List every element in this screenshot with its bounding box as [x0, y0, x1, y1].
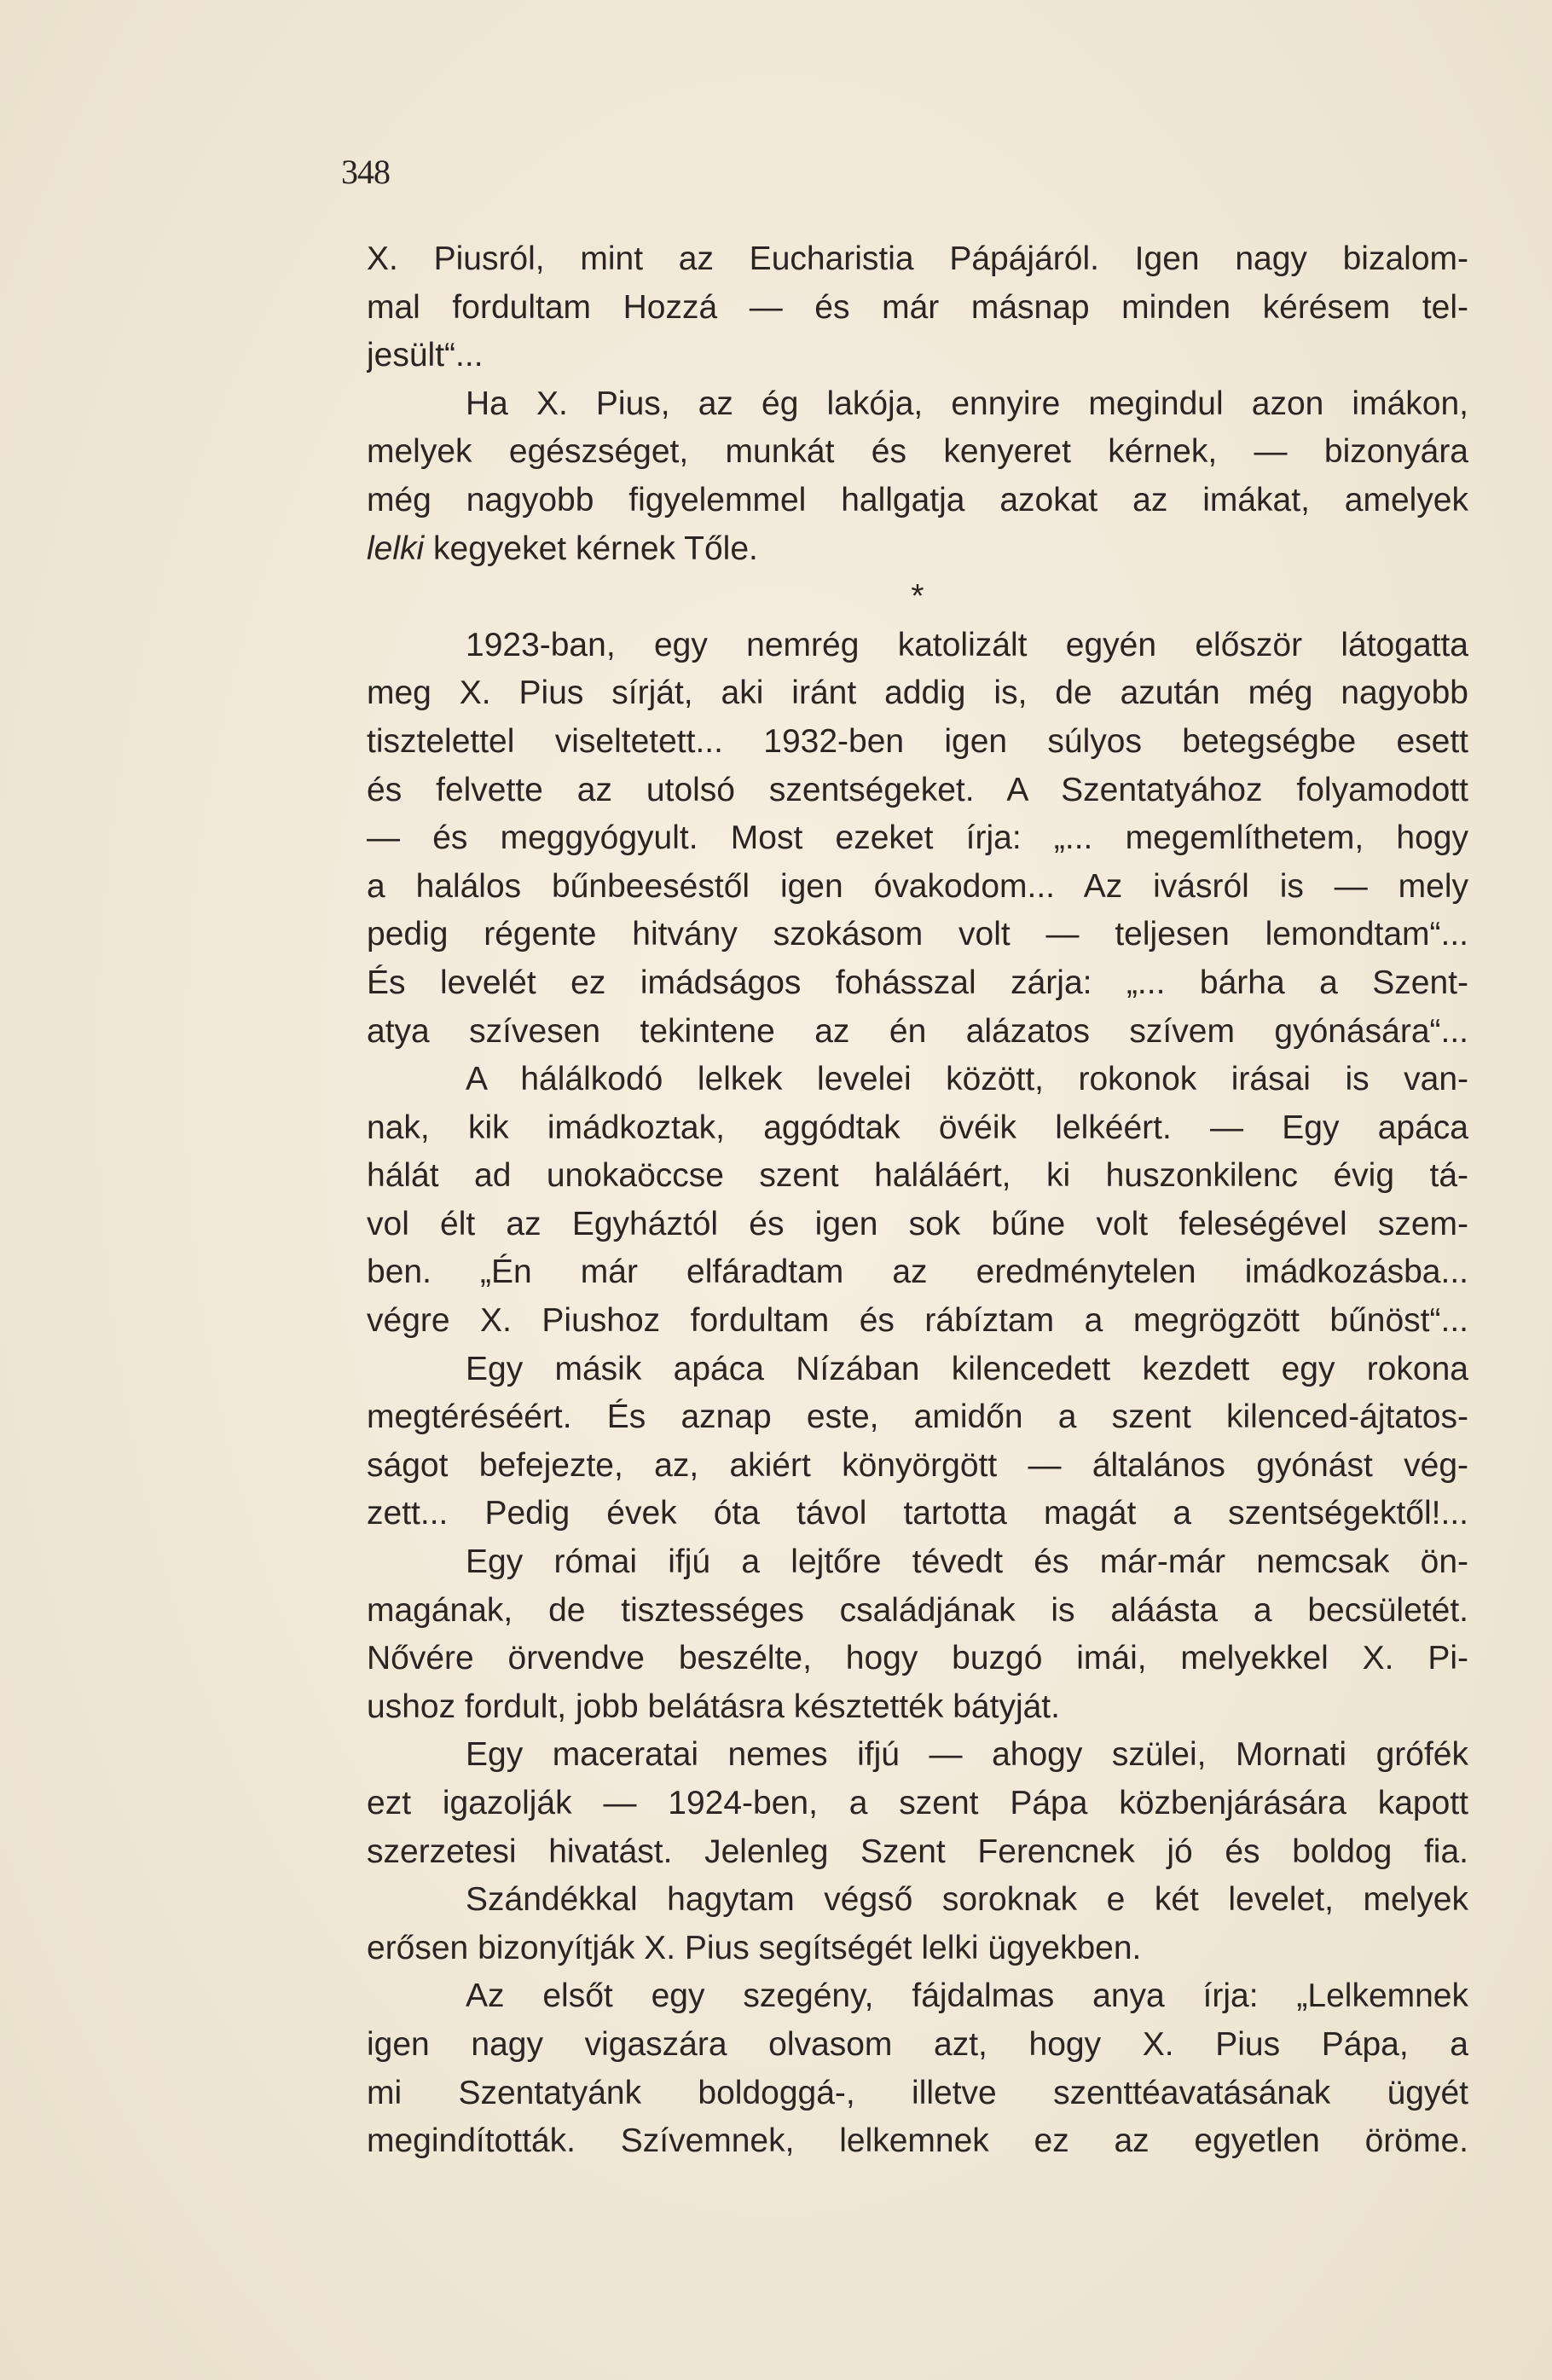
- text-line: Az elsőt egy szegény, fájdalmas anya írja: „Lelkemnek: [466, 1978, 1468, 2015]
- text-line: erősen bizonyítják X. Pius segítségét lelki ügyekben.: [367, 1929, 1142, 1966]
- text-line: melyek egészséget, munkát és kenyeret kérnek, — bizonyára: [367, 433, 1468, 471]
- text-line: — és meggyógyult. Most ezeket írja: „... megemlíthetem, hogy: [367, 819, 1468, 857]
- text-line: meg X. Pius sírját, aki iránt addig is, de azután még nagyobb: [367, 675, 1468, 712]
- text-line: mal fordultam Hozzá — és már másnap minden kérésem tel-: [367, 288, 1468, 326]
- text-line: Egy maceratai nemes ifjú — ahogy szülei, Mornati grófék: [466, 1736, 1468, 1774]
- text-line: mi Szentatyánk boldoggá-, illetve szenttéavatásának ügyét: [367, 2074, 1468, 2111]
- text-line: [367, 525, 1468, 574]
- text-line: és felvette az utolsó szentségeket. A Szentatyához folyamodott: [367, 771, 1468, 808]
- text-line: Ha X. Pius, az ég lakója, ennyire megindul azon imákon,: [466, 385, 1468, 422]
- text-line: igen nagy vigaszára olvasom azt, hogy X. Pius Pápa, a: [367, 2025, 1468, 2063]
- text-line: Egy másik apáca Nízában kilencedett kezdett egy rokona: [466, 1350, 1468, 1387]
- text-line: zett... Pedig évek óta távol tartotta magát a szentségektől!...: [367, 1495, 1468, 1532]
- text-line: vol élt az Egyháztól és igen sok bűne volt feleségével szem-: [367, 1205, 1468, 1242]
- body-text: [367, 235, 1468, 2166]
- text-line: szerzetesi hivatást. Jelenleg Szent Ferencnek jó és boldog fia.: [367, 1833, 1468, 1870]
- text-line: X. Piusról, mint az Eucharistia Pápájáról. Igen nagy bizalom-: [367, 240, 1468, 277]
- text-line: ezt igazolják — 1924-ben, a szent Pápa közbenjárására kapott: [367, 1785, 1468, 1821]
- text-line: Szándékkal hagytam végső soroknak e két levelet, melyek: [466, 1881, 1468, 1919]
- text-line: hálát ad unokaöccse szent haláláért, ki huszonkilenc évig tá-: [367, 1157, 1468, 1195]
- text-line: A hálálkodó lelkek levelei között, rokonok irásai is van-: [466, 1061, 1468, 1098]
- text-line: atya szívesen tekintene az én alázatos szívem gyónására“...: [367, 1012, 1468, 1050]
- text-line: megindították. Szívemnek, lelkemnek ez az egyetlen öröme.: [367, 2122, 1468, 2160]
- text-line: ságot befejezte, az, akiért könyörgött — általános gyónást vég-: [367, 1446, 1468, 1484]
- text-line: végre X. Piushoz fordultam és rábíztam a megrögzött bűnöst“...: [367, 1302, 1468, 1340]
- text-line: még nagyobb figyelemmel hallgatja azokat az imákat, amelyek: [367, 481, 1468, 518]
- page-number: 348: [341, 153, 390, 191]
- text-line: Nővére örvendve beszélte, hogy buzgó imái, melyekkel X. Pi-: [367, 1640, 1468, 1677]
- text-fragment: kegyeket kérnek Tőle.: [424, 530, 758, 567]
- italic-word: lelki: [367, 530, 425, 567]
- section-separator: *: [911, 578, 924, 616]
- text-line: megtéréséért. És aznap este, amidőn a szent kilenced-ájtatos-: [367, 1398, 1468, 1436]
- text-line: jesült“...: [367, 337, 484, 374]
- text-line: 1923-ban, egy nemrég katolizált egyén először látogatta: [466, 626, 1468, 663]
- text-line: Egy római ifjú a lejtőre tévedt és már-már nemcsak ön-: [466, 1543, 1468, 1581]
- text-line: nak, kik imádkoztak, aggódtak övéik lelkéért. — Egy apáca: [367, 1109, 1468, 1146]
- text-line: a halálos bűnbeeséstől igen óvakodom... Az ivásról is — mely: [367, 867, 1468, 905]
- text-line: pedig régente hitvány szokásom volt — teljesen lemondtam“...: [367, 916, 1468, 953]
- text-line: tisztelettel viseltetett... 1932-ben igen súlyos betegségbe esett: [367, 722, 1468, 760]
- text-line: És levelét ez imádságos fohásszal zárja: „... bárha a Szent-: [367, 964, 1468, 1001]
- text-line: magának, de tisztességes családjának is aláásta a becsületét.: [367, 1591, 1468, 1629]
- text-line: ben. „Én már elfáradtam az eredménytelen imádkozásba...: [367, 1254, 1468, 1291]
- text-line: ushoz fordult, jobb belátásra késztették bátyját.: [367, 1688, 1060, 1725]
